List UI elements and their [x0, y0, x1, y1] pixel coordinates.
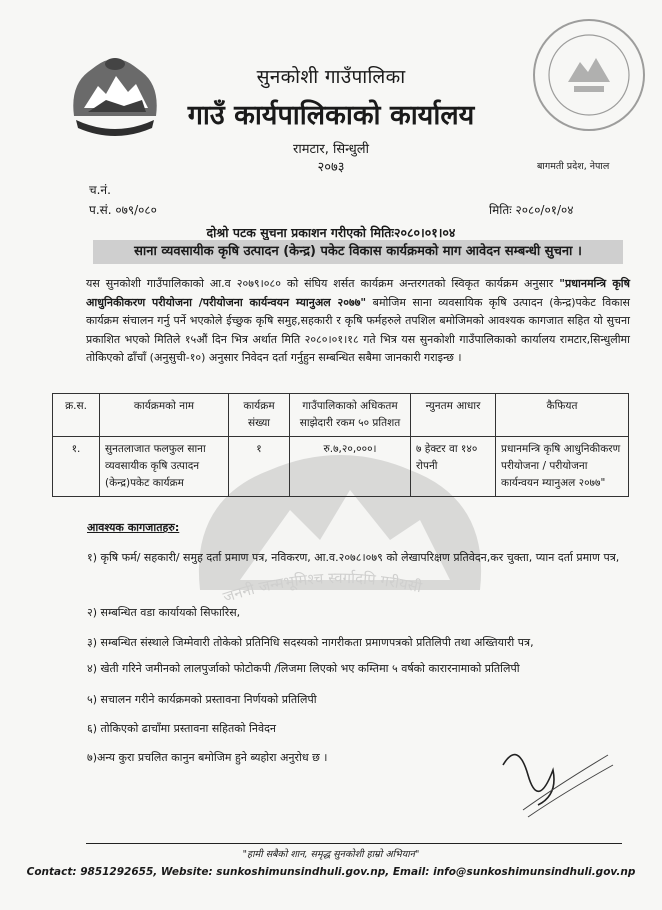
- cell-max-amount: रु.७,२०,०००।: [290, 437, 411, 497]
- footer-divider: [86, 843, 622, 844]
- table-header-row: [53, 394, 629, 437]
- established-year: २०७३: [317, 160, 345, 175]
- notice-subject: साना व्यवसायीक कृषि उत्पादन (केन्द्र) पकेट विकास कार्यक्रमको माग आवेदन सम्बन्धी सुचना ।: [93, 240, 623, 264]
- cell-sn: १.: [53, 437, 100, 497]
- requirement-item: २) सम्बन्धित वडा कार्यायको सिफारिस,: [87, 606, 241, 619]
- letter-date: मितिः २०८०/०१/०४: [489, 203, 574, 217]
- program-table: [52, 393, 629, 497]
- official-seal-stamp: [530, 16, 648, 134]
- header-program-count: कार्यक्रम संख्या: [229, 394, 290, 437]
- requirement-item: ३) सम्बन्धित संस्थाले जिम्मेवारी तोकेको प्रतिनिधि सदस्यको नागरीकता प्रमाणपत्रको प्रतिलिपी तथा अख्तियारी पत्र,: [87, 636, 534, 649]
- office-name: गाउँ कार्यपालिकाको कार्यालय: [187, 100, 475, 131]
- header-max-amount: गाउँपालिकाको अधिकतम साझेदारी रकम ५० प्रतिशत: [290, 394, 411, 437]
- cell-remarks: प्रधानमन्त्रि कृषि आधुनिकीकरण परीयोजना / परीयोजना कार्यन्वयन म्यानुअल २०७७": [496, 437, 629, 497]
- requirement-item: ५) सचालन गरीने कार्यक्रमको प्रस्तावना निर्णयको प्रतिलिपी: [87, 693, 317, 706]
- paragraph-part-2: बमोजिम साना व्यवसायिक कृषि उत्पादन (केन्द्र)पकेट विकास कार्यक्रम संचालन गर्नु पर्ने भएकोले ईच्छुक कृषि समुह,सहकारी र कृषि फर्महरुले तपशिल बमोजिमको आवश्यक कागजात सहित यो सुचना प्रकाशित भएको मितिले १५औं दिन भित्र अर्थात मिति २०८०।०१।१८ गते भित्र यस सुनकोशी गाउँपालिकाको कार्यालय रामटार,सिन्धुलीमा तोकिएको ढाँचाँ (अनुसुची-१०) अनुसार निवेदन दर्ता गर्नुहुन सम्बन्धित सबैमा जानकारी गराइन्छ ।: [86, 295, 630, 365]
- paragraph-part-1: यस सुनकोशी गाउँपालिकाको आ.व २०७९।०८० को संघिय शर्सत कार्यक्रम अन्तरगतको स्विकृत कार्यक्रम अनुसार: [86, 277, 560, 290]
- cell-program-count: १: [229, 437, 290, 497]
- paragraph-emphasis: "प्रधानमन्त्रि कृषि आधुनिकीकरण परीयोजना /परीयोजना कार्यन्वयन म्यानुअल २०७७": [86, 277, 630, 309]
- fiscal-reference: प.सं. ०७९/०८०: [89, 203, 157, 217]
- notice-publish-date: दोश्रो पटक सुचना प्रकाशन गरीएको मितिः२०८०।०१।०४: [206, 225, 456, 240]
- cell-program-name: सुनतलाजात फलफुल साना व्यवसायीक कृषि उत्पादन (केन्द्र)पकेट कार्यक्रम: [100, 437, 229, 497]
- office-address: रामटार, सिन्धुली: [293, 142, 369, 157]
- header-sn: क्र.स.: [53, 394, 100, 437]
- requirement-item: ७)अन्य कुरा प्रचलित कानुन बमोजिम हुने ब्यहोरा अनुरोध छ ।: [87, 751, 328, 764]
- letter-number: च.नं.: [89, 183, 111, 197]
- notice-paragraph: [86, 275, 630, 368]
- province-label: बागमती प्रदेश, नेपाल: [537, 161, 610, 172]
- requirement-item: ६) तोकिएको ढाचाँमा प्रस्तावना सहितको निवेदन: [87, 722, 277, 735]
- requirement-item: १) कृषि फर्म/ सहकारी/ समुह दर्ता प्रमाण पत्र, नविकरण, आ.व.२०७८।०७९ को लेखापरिक्षण प्रतिवेदन,कर चुक्ता, प्यान दर्ता प्रमाण पत्र,: [87, 551, 620, 564]
- municipality-name: सुनकोशी गाउँपालिका: [256, 66, 406, 88]
- table-row: [53, 437, 629, 497]
- required-documents-title: आवश्यक कागजातहरु:: [87, 521, 180, 534]
- header-program-name: कार्यक्रमको नाम: [100, 394, 229, 437]
- cell-minimum-basis: ७ हेक्टर वा १४० रोपनी: [411, 437, 496, 497]
- footer-contact: Contact: 9851292655, Website: sunkoshimunsindhuli.gov.np, Email: info@sunkoshimunsindhuli.gov.np: [26, 866, 636, 878]
- requirement-item: ४) खेती गरिने जमीनको लालपुर्जाको फोटोकपी /लिजमा लिएको भए कम्तिमा ५ वर्षको कारारनामाको प्रतिलिपी: [87, 662, 520, 675]
- signature: [498, 735, 618, 820]
- header-minimum-basis: न्युनतम आधार: [411, 394, 496, 437]
- header-remarks: कैफियत: [496, 394, 629, 437]
- watermark-motto: जननी जन्मभूमिश्च स्वर्गादपि गरीयसी: [220, 568, 424, 607]
- footer-motto: "हामी सबैको शान, समृद्ध सुनकोशी हाम्रो अभियान": [242, 849, 420, 860]
